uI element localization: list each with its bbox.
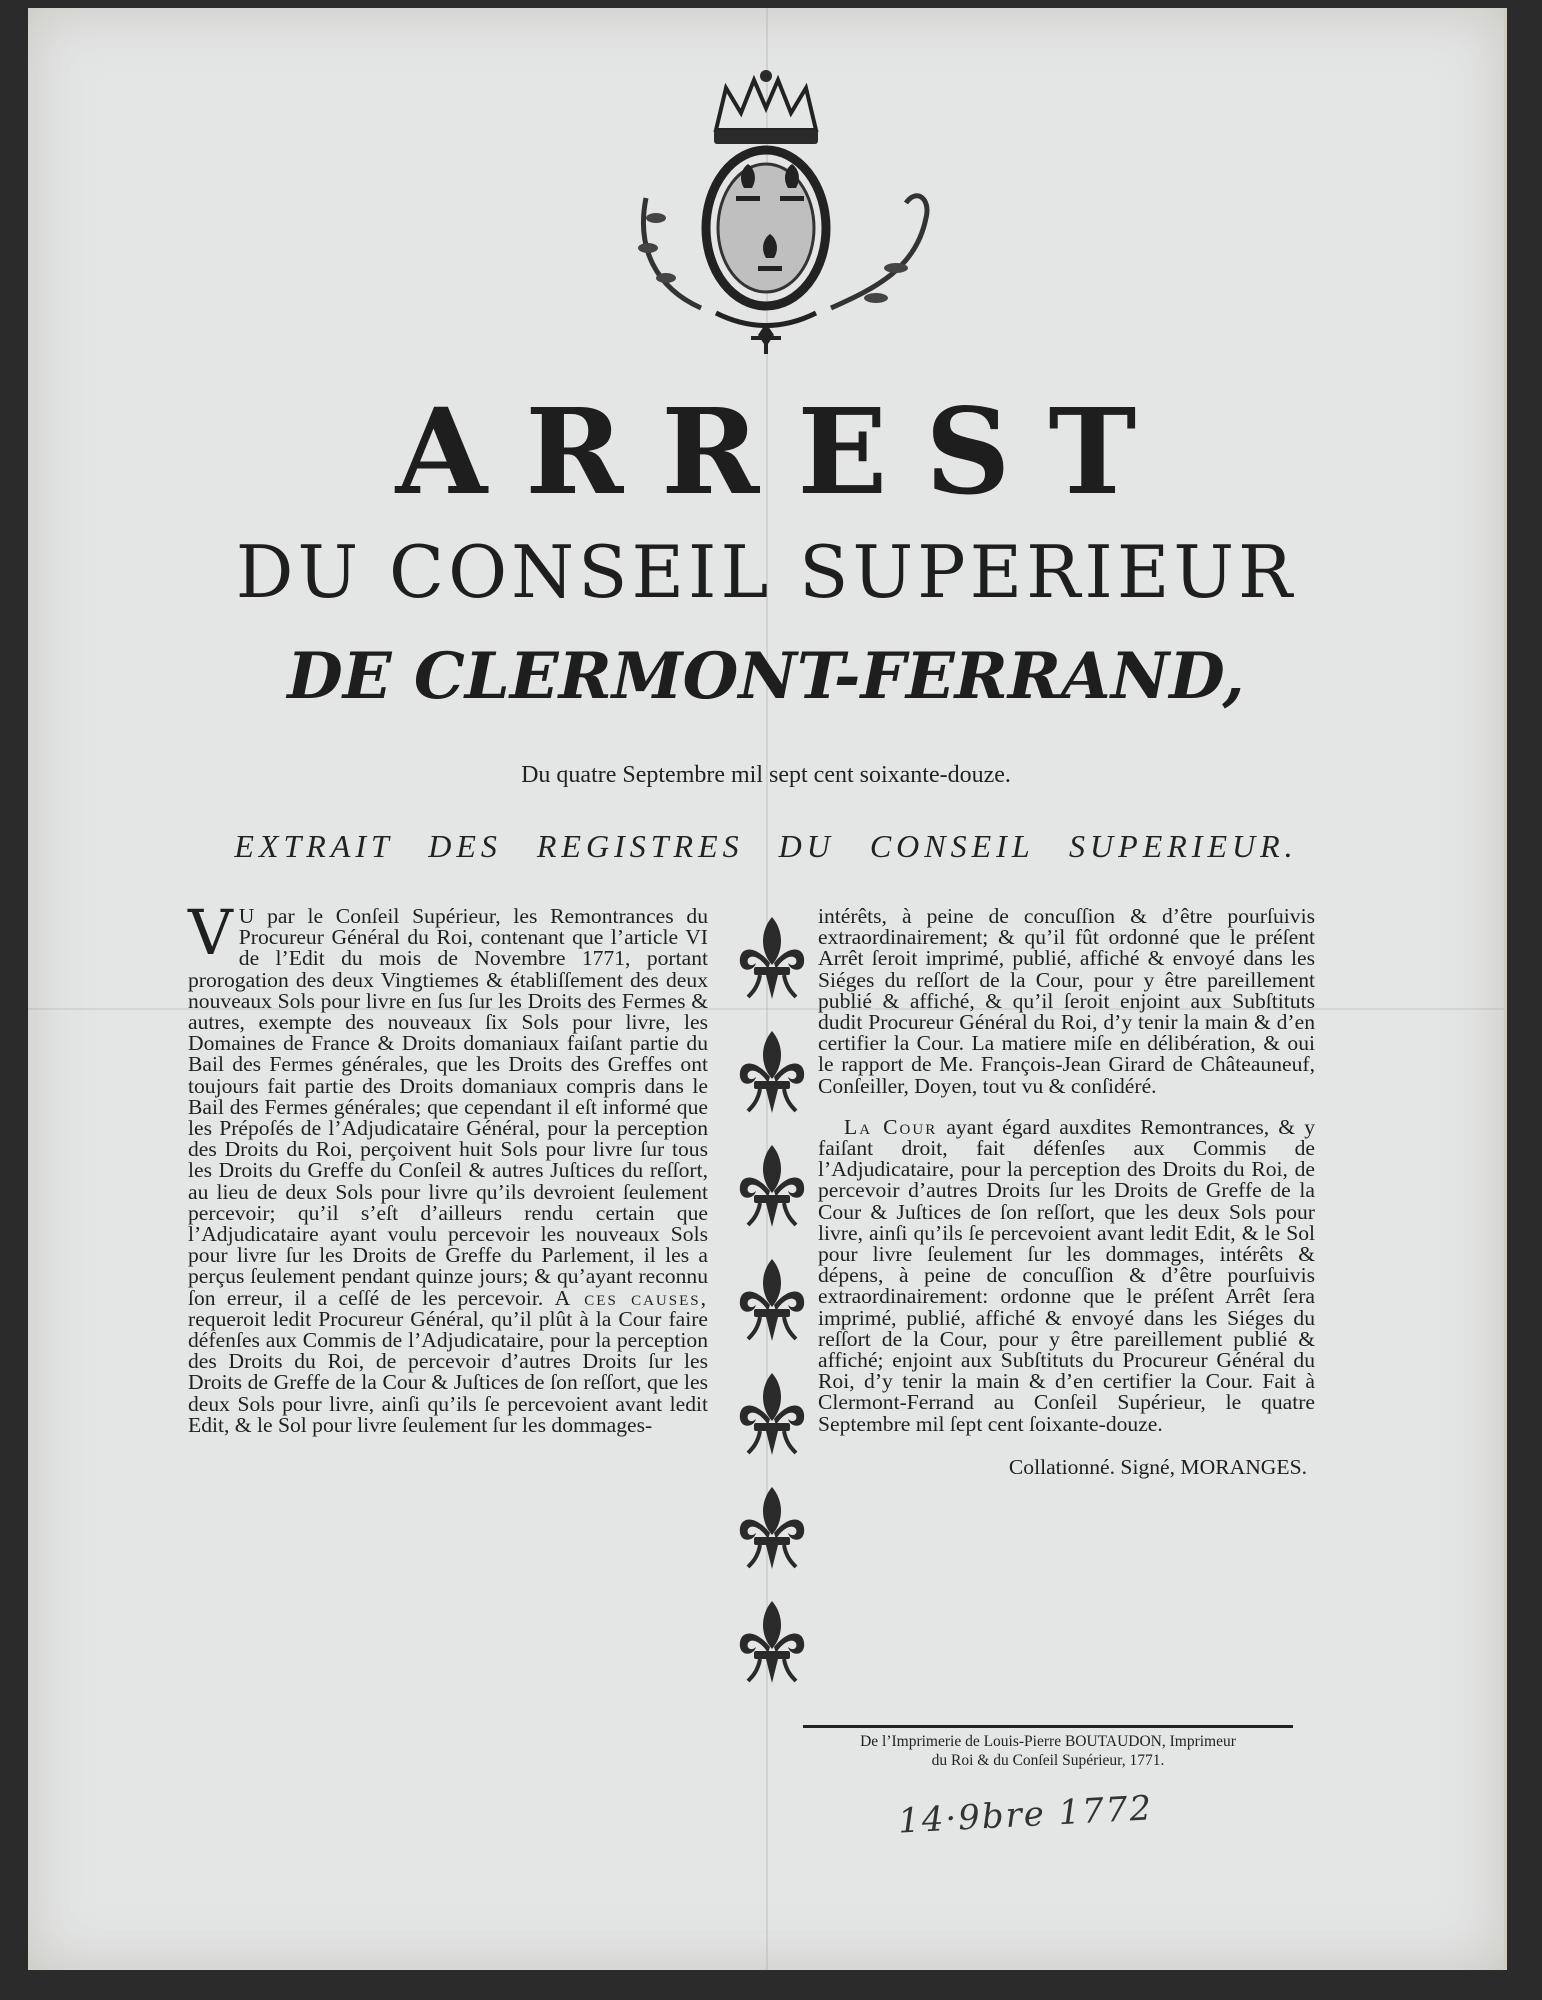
right-column — [818, 906, 1315, 1478]
right-column-text-2: ayant égard auxdites Remontrances, & y faiſant droit, fait défenſes aux Commis de l’Adjudicataire, pour la perception des Droits du Roi, de percevoir d’autres Droits ſur les Droits de Greffe de la Cour & Juſtices de ſon reſſort, que les deux Sols pour livre, ainſi qu’ils ſe percevoient avant ledit Edit, & le Sol pour livre ſeulement ſur les dommages, intérêts & dépens, à peine de concuſſion & d’être pourſuivis extraordinairement: ordonne que le préſent Arrêt ſera imprimé, publié, affiché & envoyé dans les Siéges du reſſort de la Cour, pour y être pareillement publié & affiché; enjoint aux Subſtituts du Procureur Général du Roi, d’y tenir la main & d’en certifier la Cour. Fait à Clermont-Ferrand au Conſeil Supérieur, le quatre Septembre mil ſept cent ſoixante-douze. — [818, 1114, 1315, 1436]
signature: Collationné. Signé, MORANGES. — [1008, 1454, 1307, 1479]
printer-imprint — [803, 1732, 1293, 1770]
document-sheet — [28, 8, 1507, 1970]
fleur-de-lis-column — [734, 913, 810, 1711]
right-column-paragraph-2 — [818, 1114, 1315, 1436]
right-column-text: intérêts, à peine de concuſſion & d’être pourſuivis extraordinairement; & qu’il fût ordonné que le préſent Arrêt ſeroit imprimé, publié, affiché & envoyé dans les Siéges du reſſort de la Cour, pour y être pareillement publié & affiché, & qu’il ſeroit enjoint aux Subſtituts dudit Procureur Général du Roi, d’y tenir la main & d’en certifier la Cour. La matiere miſe en délibération, & oui le rapport de Me. François-Jean Girard de Châteauneuf, Conſeiller, Doyen, tout vu & conſidéré. — [818, 904, 1315, 1098]
title-arrest: ARREST — [395, 382, 1175, 521]
left-column-text: U par le Conſeil Supérieur, les Remontrances du Procureur Général du Roi, contenant que l’article VI de l’Edit du mois de Novembre 1771, portant prorogation des deux Vingtiemes & établiſſement des deux nouveaux Sols pour livre en ſus ſur les Droits des Fermes & autres, exempte des nouveaux ſix Sols pour livre, les Domaines de France & Droits domaniaux faiſant partie du Bail des Fermes générales, que les Droits des Greffes ont toujours fait partie des Droits domaniaux compris dans le Bail des Fermes générales; que cependant il eſt informé que les Prépoſés de l’Adjudicataire Général, pour la perception des Droits du Roi, perçoivent huit Sols pour livre ſur tous les Droits du Greffe du Conſeil & autres Juſtices du reſſort, au lieu de deux Sols pour livre qu’ils devroient ſeulement percevoir; qu’il s’eſt d’ailleurs rendu certain que l’Adjudicataire ayant voulu percevoir les nouveaux Sols pour livre ſur les Droits de Greffe du Parlement, il les a perçus ſeulement pendant quinze jours; & qu’ayant reconnu ſon erreur, il a ceſſé de les percevoir. — [188, 904, 708, 1310]
left-column — [188, 896, 709, 1437]
fleur-de-lis-icon — [734, 1369, 810, 1459]
date-line: Du quatre Septembre mil sept cent soixante-douze. — [521, 762, 1011, 788]
title-conseil-superieur: DU CONSEIL SUPERIEUR — [235, 530, 1297, 614]
fleur-de-lis-icon — [734, 1141, 810, 1231]
fleur-de-lis-icon — [734, 1483, 810, 1573]
fleur-de-lis-icon — [734, 1597, 810, 1687]
title-clermont-ferrand: DE CLERMONT-FERRAND, — [287, 639, 1245, 714]
printer-line-1: De l’Imprimerie de Louis-Pierre BOUTAUDON, Imprimeur — [860, 1733, 1236, 1750]
handwritten-note: 14·9bre 1772 — [897, 1788, 1155, 1842]
fleur-de-lis-icon — [734, 1027, 810, 1117]
printer-line-2: du Roi & du Conſeil Supérieur, 1771. — [931, 1752, 1165, 1769]
a-ces-causes: A ces causes, — [554, 1285, 709, 1310]
drop-cap: V — [188, 896, 233, 969]
royal-crest-icon — [576, 68, 956, 358]
extrait-heading: EXTRAIT DES REGISTRES DU CONSEIL SUPERIEUR. — [234, 828, 1298, 864]
fleur-de-lis-icon — [734, 913, 810, 1003]
printer-rule — [803, 1725, 1293, 1728]
la-cour: La Cour — [844, 1114, 938, 1139]
left-column-text-2: requeroit ledit Procureur Général, qu’il plût à la Cour faire défenſes aux Commis de l’Adjudicataire, pour la perception des Droits du Roi, de percevoir d’autres Droits ſur les Droits de Greffe de la Cour & Juſtices de ſon reſſort, que les deux Sols pour livre, ainſi qu’ils ſe percevoient avant ledit Edit, & le Sol pour livre ſeulement ſur les dommages- — [188, 1306, 708, 1437]
fleur-de-lis-icon — [734, 1255, 810, 1345]
